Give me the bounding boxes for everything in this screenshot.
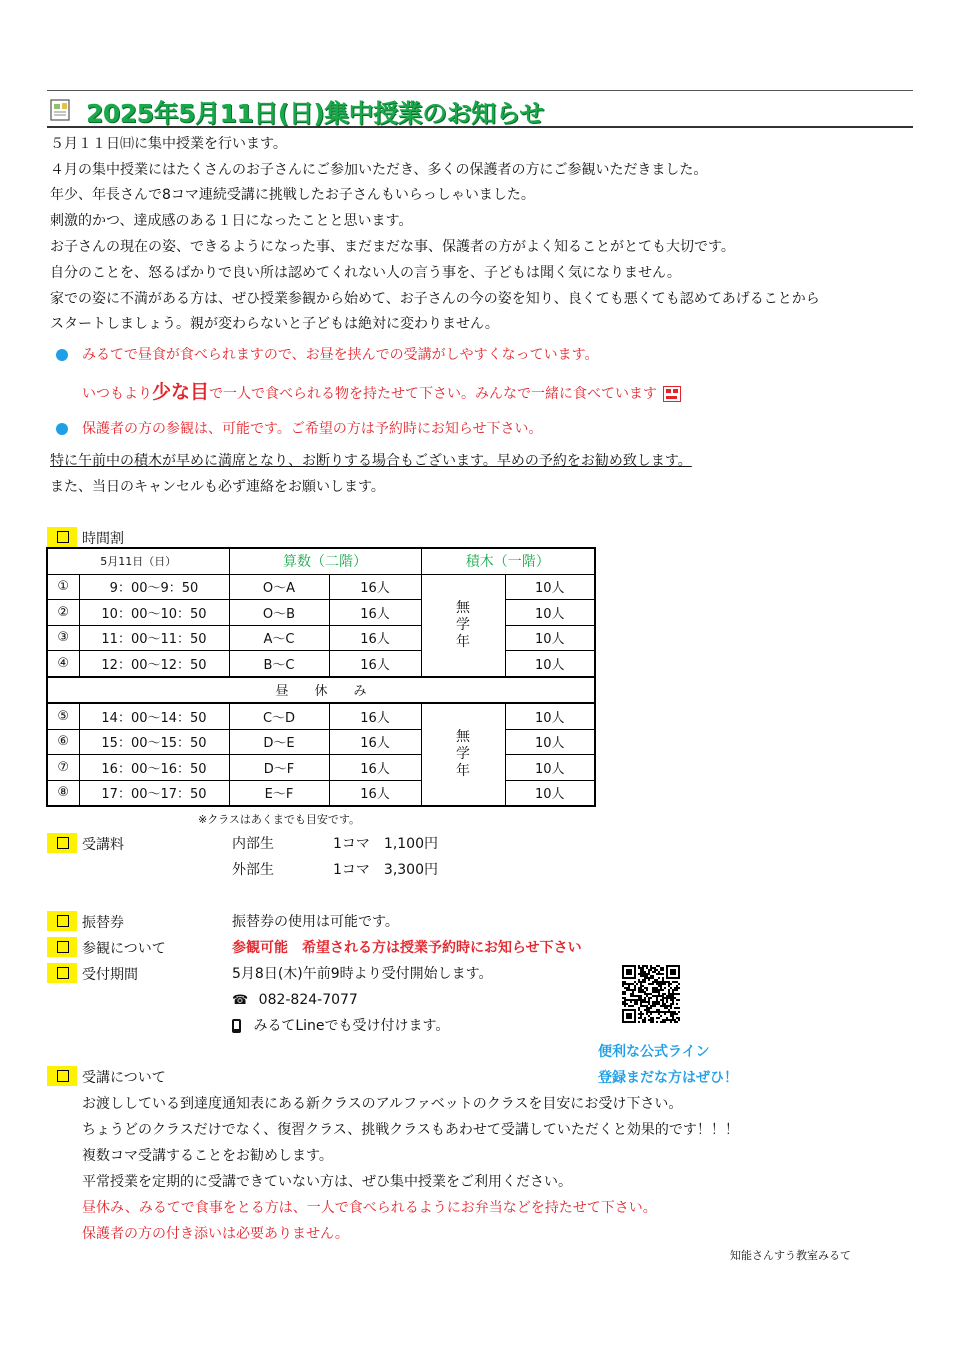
header-math: 算数（二階） bbox=[229, 548, 421, 574]
timetable bbox=[46, 547, 596, 807]
attendance-line: ちょうどのクラスだけでなく、復習クラス、挑戦クラスもあわせて受講していただくと効果的です！！！ bbox=[82, 1122, 739, 1138]
footer-organization: 知能さんすう教室みるて bbox=[730, 1249, 851, 1262]
table-row bbox=[47, 703, 595, 729]
fee-external-label: 外部生 bbox=[232, 862, 274, 878]
blocks-grade bbox=[421, 703, 505, 806]
section-marker bbox=[47, 1066, 77, 1086]
fee-internal-value: 1コマ 1,100円 bbox=[333, 836, 438, 852]
bullet-icon bbox=[56, 349, 68, 361]
header-date: 5月11日（日） bbox=[47, 548, 229, 574]
line-reception-text: みるてLineでも受け付けます。 bbox=[253, 1018, 450, 1034]
table-row bbox=[47, 780, 595, 806]
phone-line bbox=[232, 990, 358, 1011]
line-reception bbox=[232, 1016, 449, 1036]
period-time: 16：00～16：50 bbox=[79, 755, 229, 781]
lunch-break: 昼 休 み bbox=[47, 677, 595, 704]
table-header-row bbox=[47, 548, 595, 574]
attendance-line: お渡ししている到達度通知表にある新クラスのアルファベットのクラスを目安にお受け下さい。 bbox=[82, 1096, 683, 1112]
math-capacity: 16人 bbox=[329, 625, 421, 651]
table-row bbox=[47, 574, 595, 600]
math-capacity: 16人 bbox=[329, 574, 421, 600]
phone-number: 082-824-7077 bbox=[258, 992, 358, 1008]
period-number: ④ bbox=[47, 651, 79, 677]
smartphone-icon bbox=[232, 1019, 241, 1033]
intro-line: スタートしましょう。親が変わらないと子どもは絶対に変わりません。 bbox=[50, 316, 499, 332]
table-row bbox=[47, 625, 595, 651]
phone-icon: ☎ bbox=[232, 993, 249, 1008]
notice-post: で一人で食べられる物を持たせて下さい。みんなで一緒に食べています bbox=[209, 386, 658, 402]
period-number: ⑦ bbox=[47, 755, 79, 781]
cancel-notice: また、当日のキャンセルも必ず連絡をお願いします。 bbox=[50, 479, 385, 495]
attendance-line: 平常授業を定期的に受講できていない方は、ぜひ集中授業をご利用ください。 bbox=[82, 1174, 572, 1190]
blocks-capacity: 10人 bbox=[505, 651, 595, 677]
visit-title: 参観について bbox=[82, 941, 166, 957]
fee-title: 受講料 bbox=[82, 837, 124, 853]
attendance-line: 複数コマ受講することをお勧めします。 bbox=[82, 1148, 333, 1164]
reception-title: 受付期間 bbox=[82, 967, 138, 983]
bento-icon bbox=[663, 386, 681, 402]
blocks-capacity: 10人 bbox=[505, 780, 595, 806]
math-class: D～E bbox=[229, 729, 329, 755]
period-number: ⑧ bbox=[47, 780, 79, 806]
intro-line: 刺激的かつ、達成感のある１日になったことと思います。 bbox=[50, 213, 413, 229]
lunch-portion-notice bbox=[82, 382, 681, 404]
section-marker bbox=[47, 527, 77, 547]
intro-line: ４月の集中授業にはたくさんのお子さんにご参加いただき、多くの保護者の方にご参観いただきました。 bbox=[50, 162, 708, 178]
attendance-red-line: 昼休み、みるてで食事をとる方は、一人で食べられるようにお弁当などを持たせて下さい。 bbox=[82, 1200, 657, 1216]
period-number: ① bbox=[47, 574, 79, 600]
intro-line: 年少、年長さんで8コマ連続受講に挑戦したお子さんもいらっしゃいました。 bbox=[50, 187, 535, 203]
qr-code-icon[interactable] bbox=[622, 965, 680, 1023]
lunch-notice: みるてで昼食が食べられますので、お昼を挟んでの受講がしやすくなっています。 bbox=[82, 347, 599, 363]
table-row bbox=[47, 600, 595, 626]
section-marker bbox=[47, 911, 77, 931]
visit-notice: 保護者の方の参観は、可能です。ご希望の方は予約時にお知らせ下さい。 bbox=[82, 421, 543, 437]
reservation-notice: 特に午前中の積木が早めに満席となり、お断りする場合もございます。早めの予約をお勧め致します。 bbox=[50, 453, 692, 469]
blocks-capacity: 10人 bbox=[505, 729, 595, 755]
section-marker bbox=[47, 937, 77, 957]
period-time: 12：00～12：50 bbox=[79, 651, 229, 677]
lunch-row bbox=[47, 677, 595, 704]
transfer-text: 振替券の使用は可能です。 bbox=[232, 914, 399, 930]
section-marker bbox=[47, 963, 77, 983]
table-row bbox=[47, 651, 595, 677]
period-time: 11：00～11：50 bbox=[79, 625, 229, 651]
reception-text: 5月8日(木)午前9時より受付開始します。 bbox=[232, 966, 493, 982]
bullet-icon bbox=[56, 423, 68, 435]
math-class: E～F bbox=[229, 780, 329, 806]
intro-line: ５月１１日㈰に集中授業を行います。 bbox=[50, 136, 287, 152]
period-time: 9：00～9：50 bbox=[79, 574, 229, 600]
math-capacity: 16人 bbox=[329, 729, 421, 755]
timetable-note: ※クラスはあくまでも目安です。 bbox=[198, 813, 361, 826]
timetable-title: 時間割 bbox=[82, 531, 124, 547]
table-row bbox=[47, 755, 595, 781]
math-capacity: 16人 bbox=[329, 651, 421, 677]
blocks-capacity: 10人 bbox=[505, 600, 595, 626]
intro-line: 自分のことを、怒るばかりで良い所は認めてくれない人の言う事を、子どもは聞く気になりません。 bbox=[50, 265, 681, 281]
blocks-grade bbox=[421, 574, 505, 677]
visit-text: 参観可能 希望される方は授業予約時にお知らせ下さい bbox=[232, 940, 582, 956]
attendance-title: 受講について bbox=[82, 1070, 166, 1086]
period-time: 14：00～14：50 bbox=[79, 703, 229, 729]
period-number: ② bbox=[47, 600, 79, 626]
no-grade-label: 無 学 年 bbox=[456, 599, 470, 650]
math-class: C～D bbox=[229, 703, 329, 729]
period-time: 15：00～15：50 bbox=[79, 729, 229, 755]
math-class: D～F bbox=[229, 755, 329, 781]
document-icon bbox=[48, 98, 74, 122]
math-class: A～C bbox=[229, 625, 329, 651]
notice-pre: いつもより bbox=[82, 386, 152, 402]
math-class: O～A bbox=[229, 574, 329, 600]
period-time: 10：00～10：50 bbox=[79, 600, 229, 626]
line-promo-1: 便利な公式ライン bbox=[598, 1044, 710, 1060]
math-capacity: 16人 bbox=[329, 600, 421, 626]
period-number: ⑥ bbox=[47, 729, 79, 755]
fee-external-value: 1コマ 3,300円 bbox=[333, 862, 438, 878]
line-promo-2: 登録まだな方はぜひ！ bbox=[598, 1070, 738, 1086]
no-grade-label: 無 学 年 bbox=[456, 729, 470, 779]
top-rule bbox=[47, 90, 913, 91]
math-class: B～C bbox=[229, 651, 329, 677]
math-capacity: 16人 bbox=[329, 780, 421, 806]
table-row bbox=[47, 729, 595, 755]
notice-emphasis: 少な目 bbox=[152, 381, 210, 403]
blocks-capacity: 10人 bbox=[505, 703, 595, 729]
intro-line: お子さんの現在の姿、できるようになった事、まだまだな事、保護者の方がよく知ることがとても大切です。 bbox=[50, 239, 735, 255]
math-capacity: 16人 bbox=[329, 755, 421, 781]
title-rule bbox=[47, 126, 913, 128]
blocks-capacity: 10人 bbox=[505, 755, 595, 781]
attendance-red-line: 保護者の方の付き添いは必要ありません。 bbox=[82, 1226, 349, 1242]
period-time: 17：00～17：50 bbox=[79, 780, 229, 806]
math-capacity: 16人 bbox=[329, 703, 421, 729]
blocks-capacity: 10人 bbox=[505, 574, 595, 600]
section-marker bbox=[47, 833, 77, 853]
header-blocks: 積木（一階） bbox=[421, 548, 595, 574]
transfer-title: 振替券 bbox=[82, 915, 124, 931]
page-title: 2025年5月11日(日)集中授業のお知らせ bbox=[86, 99, 544, 128]
fee-internal-label: 内部生 bbox=[232, 836, 274, 852]
math-class: O～B bbox=[229, 600, 329, 626]
intro-line: 家での姿に不満がある方は、ぜひ授業参観から始めて、お子さんの今の姿を知り、良くても悪くても認めてあげることから bbox=[50, 291, 820, 307]
blocks-capacity: 10人 bbox=[505, 625, 595, 651]
period-number: ③ bbox=[47, 625, 79, 651]
period-number: ⑤ bbox=[47, 703, 79, 729]
